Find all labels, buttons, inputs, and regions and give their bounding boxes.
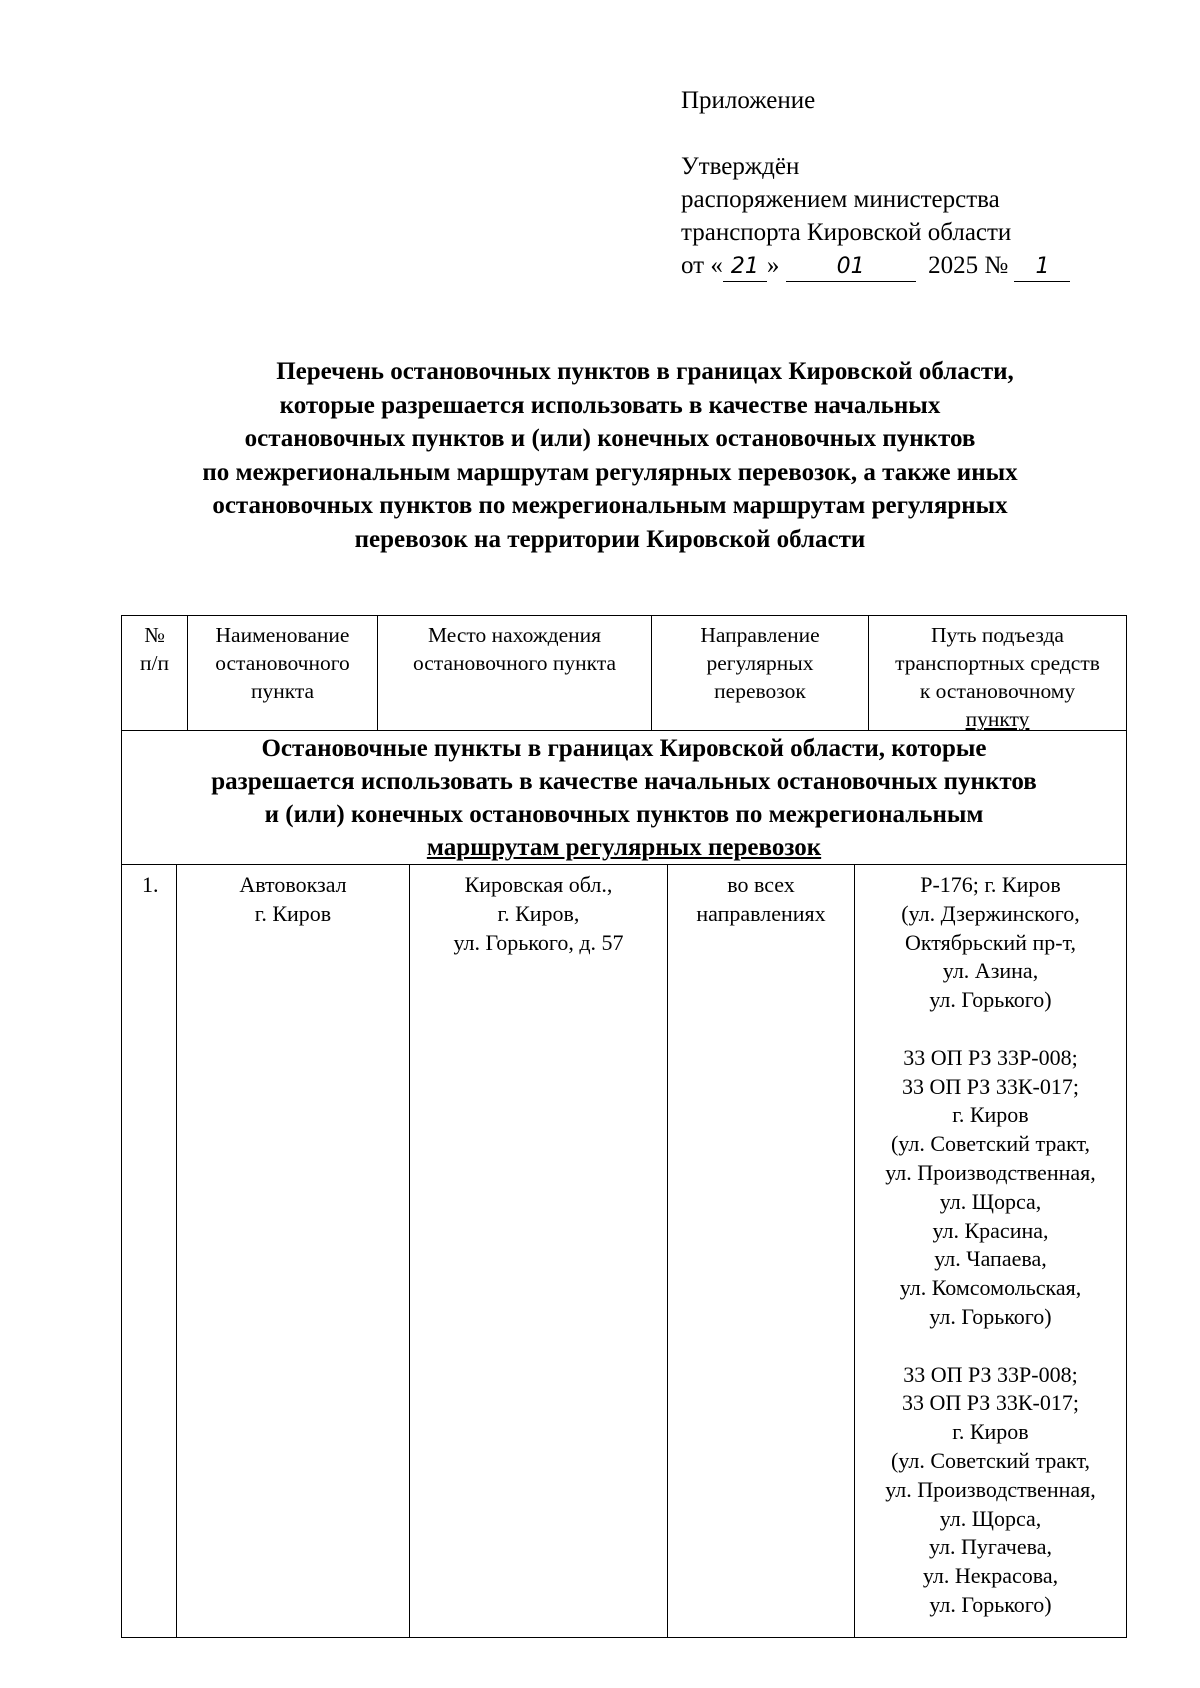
appendix-label: Приложение [681, 87, 816, 114]
approved-label: Утверждён [681, 153, 800, 180]
cell-direction: во всех направлениях [668, 865, 855, 1637]
handwritten-day: 21 [723, 253, 767, 282]
order-of-label: распоряжением министерства [681, 186, 1000, 213]
handwritten-month: 01 [786, 253, 916, 282]
handwritten-number: 1 [1014, 253, 1070, 282]
title-line: остановочных пунктов по межрегиональным маршрутам регулярных [212, 492, 1008, 519]
date-prefix: от « [681, 252, 723, 279]
header-location: Место нахождения остановочного пункта [378, 616, 652, 730]
header-access-route: Путь подъезда транспортных средств к остановочному пункту [895, 623, 1100, 730]
header-direction: Направление регулярных перевозок [652, 616, 869, 730]
header-stop-name: Наименование остановочного пункта [188, 616, 378, 730]
title-line: остановочных пунктов и (или) конечных остановочных пунктов [244, 425, 976, 452]
table-section-heading: Остановочные пункты в границах Кировской области, которые разрешается использовать в качестве начальных остановочных пунктов и (или) конечных остановочных пунктов по межрегиональным маршрутам регулярных перевозок [121, 730, 1127, 865]
table-header-row [121, 615, 1127, 731]
table-row [121, 864, 1127, 1638]
cell-stop-name: Автовокзал г. Киров [177, 865, 410, 1637]
title-line: перевозок на территории Кировской области [354, 525, 866, 553]
approval-block [681, 84, 1070, 282]
cell-location: Кировская обл., г. Киров, ул. Горького, д. 57 [410, 865, 668, 1637]
date-mid: » [766, 252, 780, 279]
document-title [130, 355, 1090, 556]
cell-access-route: Р-176; г. Киров (ул. Дзержинского, Октябрьский пр-т, ул. Азина, ул. Горького) 33 ОП РЗ 33Р-008; 33 ОП РЗ 33К-017; г. Киров (ул. Советский тракт, ул. Производственная, ул. Щорса, ул. Красина, ул. Чапаева, ул. Комсомольская, ул. Горького) 33 ОП РЗ 33Р-008; 33 ОП РЗ 33К-017; г. Киров (ул. Советский тракт, ул. Производственная, ул. Щорса, ул. Пугачева, ул. Некрасова, ул. Горького) [885, 872, 1096, 1617]
approval-date-line [681, 249, 1070, 282]
cell-number: 1. [122, 865, 177, 1637]
date-year-number: 2025 № [928, 252, 1009, 279]
header-number: № п/п [122, 616, 188, 730]
ministry-label: транспорта Кировской области [681, 219, 1012, 246]
title-line: по межрегиональным маршрутам регулярных перевозок, а также иных [202, 458, 1018, 486]
title-line: Перечень остановочных пунктов в границах Кировской области, [276, 358, 1014, 385]
title-line: которые разрешается использовать в качестве начальных [279, 391, 941, 419]
